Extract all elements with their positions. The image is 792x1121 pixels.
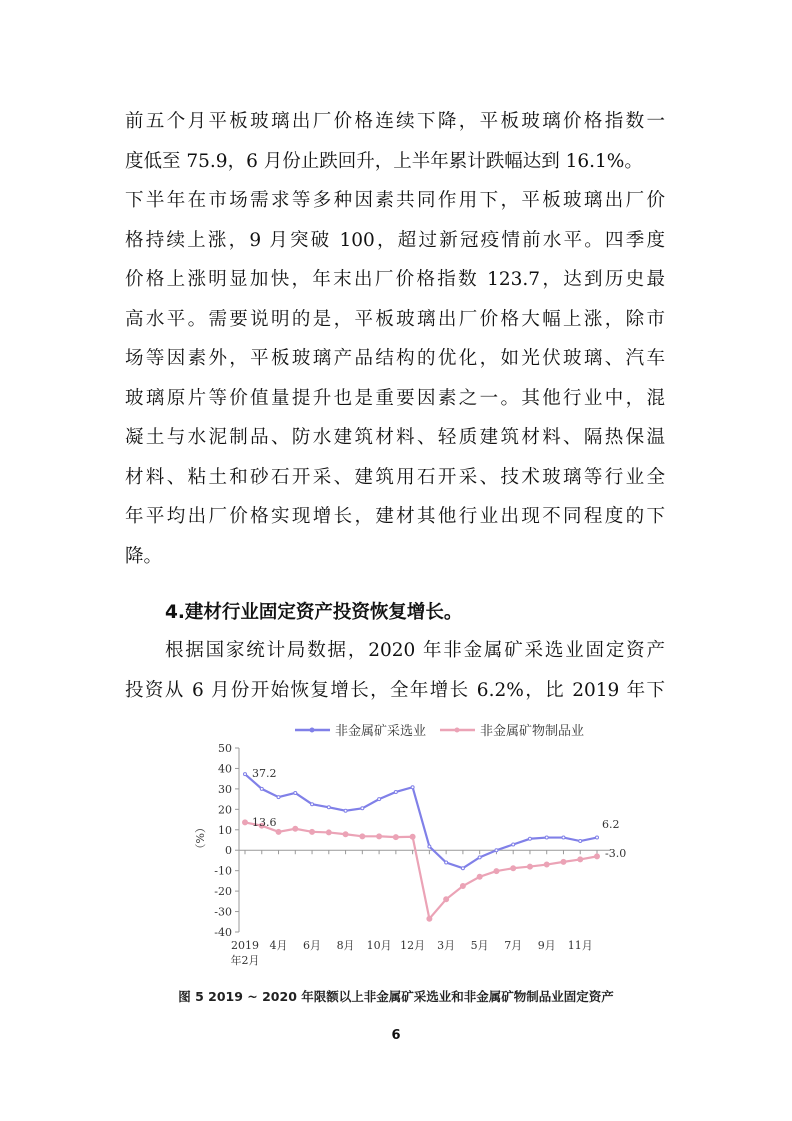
data-point xyxy=(512,843,515,846)
data-point xyxy=(511,866,516,871)
y-tick-label: -30 xyxy=(214,905,232,919)
x-tick-label: 年2月 xyxy=(230,954,260,967)
data-point xyxy=(294,791,297,794)
data-point xyxy=(244,773,247,776)
data-point xyxy=(293,826,298,831)
data-point xyxy=(378,798,381,801)
x-tick-label: 10月 xyxy=(366,939,392,952)
data-point xyxy=(394,790,397,793)
data-point xyxy=(595,854,600,859)
data-point xyxy=(343,832,348,837)
x-tick-label: 3月 xyxy=(437,939,456,952)
text-line: 前五个月平板玻璃出厂价格连续下降，平板玻璃价格指数一 xyxy=(125,111,665,132)
text-line: 下半年在市场需求等多种因素共同作用下，平板玻璃出厂价 xyxy=(125,190,665,211)
data-point xyxy=(561,859,566,864)
data-point xyxy=(361,807,364,810)
data-point xyxy=(494,869,499,874)
legend-label: 非金属矿采选业 xyxy=(335,724,427,739)
y-tick-label: 20 xyxy=(218,803,232,817)
data-point xyxy=(578,857,583,862)
x-tick-label: 5月 xyxy=(470,939,489,952)
data-point xyxy=(428,845,431,848)
text-line: 高水平。需要说明的是，平板玻璃出厂价格大幅上涨，除市 xyxy=(125,308,665,330)
page-number: 6 xyxy=(391,1028,401,1043)
text-line: 根据国家统计局数据，2020 年非金属矿采选业固定资产 xyxy=(165,640,665,661)
y-tick-label: 0 xyxy=(225,844,232,858)
text-line: 凝土与水泥制品、防水建筑材料、轻质建筑材料、隔热保温 xyxy=(125,427,665,448)
data-point xyxy=(477,874,482,879)
data-point xyxy=(478,856,481,859)
data-point xyxy=(544,862,549,867)
y-tick-label: 10 xyxy=(218,823,232,837)
y-tick-label: -20 xyxy=(214,885,232,899)
legend-label: 非金属矿物制品业 xyxy=(480,724,585,739)
data-label: 13.6 xyxy=(252,816,277,829)
figure-caption: 图 5 2019 ~ 2020 年限额以上非金属矿采选业和非金属矿物制品业固定资产 xyxy=(178,989,614,1004)
data-point xyxy=(393,835,398,840)
text-line: 玻璃原片等价值量提升也是重要因素之一。其他行业中，混 xyxy=(125,387,665,409)
text-line: 投资从 6 月份开始恢复增长，全年增长 6.2%，比 2019 年下 xyxy=(125,679,665,701)
data-point xyxy=(562,836,565,839)
text-line: 度低至 75.9，6 月份止跌回升，上半年累计跌幅达到 16.1%。 xyxy=(125,150,643,172)
data-label: 37.2 xyxy=(252,767,277,780)
data-point xyxy=(276,829,281,834)
data-point xyxy=(528,837,531,840)
y-axis-label: （%） xyxy=(194,821,207,855)
data-label: -3.0 xyxy=(605,847,627,860)
data-point xyxy=(527,864,532,869)
data-point xyxy=(311,803,314,806)
data-point xyxy=(277,796,280,799)
data-point xyxy=(495,849,498,852)
data-point xyxy=(545,836,548,839)
y-tick-label: -10 xyxy=(214,864,232,878)
data-point xyxy=(326,830,331,835)
x-tick-label: 2019 xyxy=(231,939,259,952)
text-line: 材料、粘土和砂石开采、建筑用石开采、技术玻璃等行业全 xyxy=(125,466,665,488)
data-point xyxy=(427,916,432,921)
text-line: 价格上涨明显加快，年末出厂价格指数 123.7，达到历史最 xyxy=(125,269,665,290)
data-point xyxy=(310,829,315,834)
data-point xyxy=(411,786,414,789)
legend-marker-1 xyxy=(455,728,460,733)
text-line: 降。 xyxy=(125,545,163,567)
data-point xyxy=(410,834,415,839)
line-chart xyxy=(190,715,630,975)
data-point xyxy=(327,806,330,809)
text-line: 年平均出厂价格实现增长，建材其他行业出现不同程度的下 xyxy=(125,506,665,527)
section-heading: 4.建材行业固定资产投资恢复增长。 xyxy=(165,602,463,623)
x-tick-label: 4月 xyxy=(269,939,288,952)
data-point xyxy=(377,834,382,839)
x-tick-label: 6月 xyxy=(303,939,322,952)
text-line: 格持续上涨，9 月突破 100，超过新冠疫情前水平。四季度 xyxy=(125,229,665,251)
y-tick-label: 30 xyxy=(218,782,232,796)
data-point xyxy=(260,787,263,790)
data-label: 6.2 xyxy=(602,818,620,831)
x-tick-label: 9月 xyxy=(537,939,556,952)
data-point xyxy=(596,836,599,839)
data-point xyxy=(243,820,248,825)
x-tick-label: 12月 xyxy=(400,939,426,952)
y-tick-label: 40 xyxy=(218,762,232,776)
y-tick-label: -40 xyxy=(214,926,232,939)
data-point xyxy=(360,834,365,839)
data-point xyxy=(444,897,449,902)
x-tick-label: 8月 xyxy=(336,939,355,952)
legend-marker-0 xyxy=(310,728,315,733)
data-point xyxy=(460,884,465,889)
x-tick-label: 7月 xyxy=(504,939,523,952)
data-point xyxy=(579,840,582,843)
text-line: 场等因素外，平板玻璃产品结构的优化，如光伏玻璃、汽车 xyxy=(125,348,665,369)
data-point xyxy=(344,809,347,812)
data-point xyxy=(445,861,448,864)
y-tick-label: 50 xyxy=(218,742,232,755)
x-tick-label: 11月 xyxy=(567,939,593,952)
series-line-0 xyxy=(245,774,597,868)
data-point xyxy=(461,867,464,870)
